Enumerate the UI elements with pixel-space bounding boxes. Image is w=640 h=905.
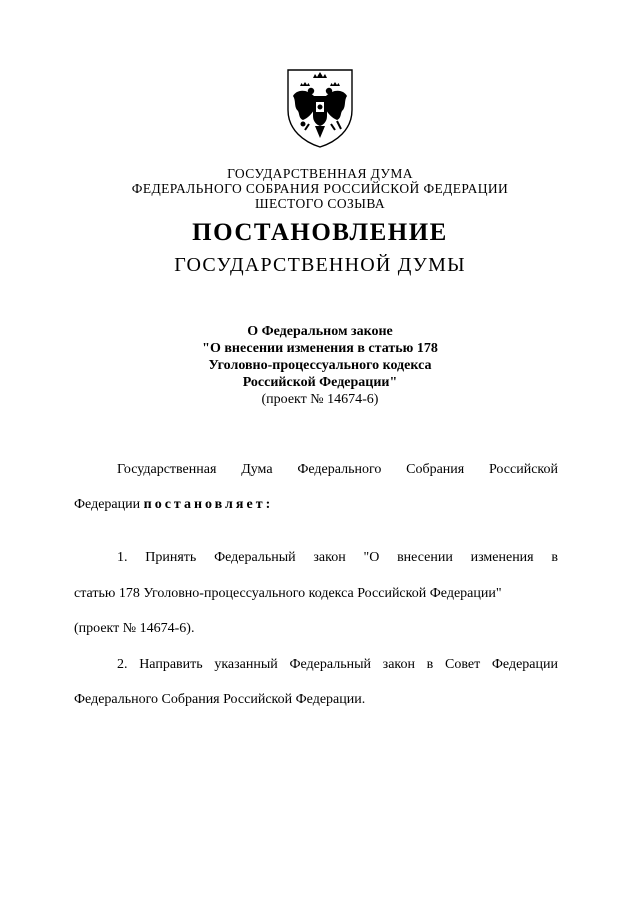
subject-draft-number: (проект № 14674-6) [261, 392, 379, 407]
parliament-name-line2: ФЕДЕРАЛЬНОГО СОБРАНИЯ РОССИЙСКОЙ ФЕДЕРАЦИИ [131, 181, 509, 196]
subject-line1: О Федеральном законе [247, 324, 393, 339]
document-subtitle: ГОСУДАРСТВЕННОЙ ДУМЫ [174, 254, 466, 276]
item1-line1: 1. Принять Федеральный закон "О внесении изменения в [117, 550, 558, 565]
item1-line3: (проект № 14674-6). [74, 621, 195, 636]
subject-line3: Уголовно-процессуального кодекса [208, 358, 432, 373]
item1-line2: статью 178 Уголовно-процессуального кодекса Российской Федерации" [74, 586, 502, 601]
item2-line1: 2. Направить указанный Федеральный закон в Совет Федерации [117, 657, 558, 672]
subject-line2: "О внесении изменения в статью 178 [202, 341, 438, 356]
parliament-name-line1: ГОСУДАРСТВЕННАЯ ДУМА [227, 166, 413, 181]
document-title: ПОСТАНОВЛЕНИЕ [192, 219, 448, 246]
convocation-line: ШЕСТОГО СОЗЫВА [254, 196, 386, 211]
coat-of-arms-emblem [284, 66, 356, 150]
preamble-line2-text: Федерации [74, 497, 144, 512]
resolves-word: постановляет: [143, 497, 274, 512]
subject-line4: Российской Федерации" [242, 375, 398, 390]
item2-line2: Федерального Собрания Российской Федерации. [74, 692, 366, 707]
preamble-line2 [74, 496, 273, 514]
preamble-line1: Государственная Дума Федерального Собрания Российской [117, 462, 558, 477]
